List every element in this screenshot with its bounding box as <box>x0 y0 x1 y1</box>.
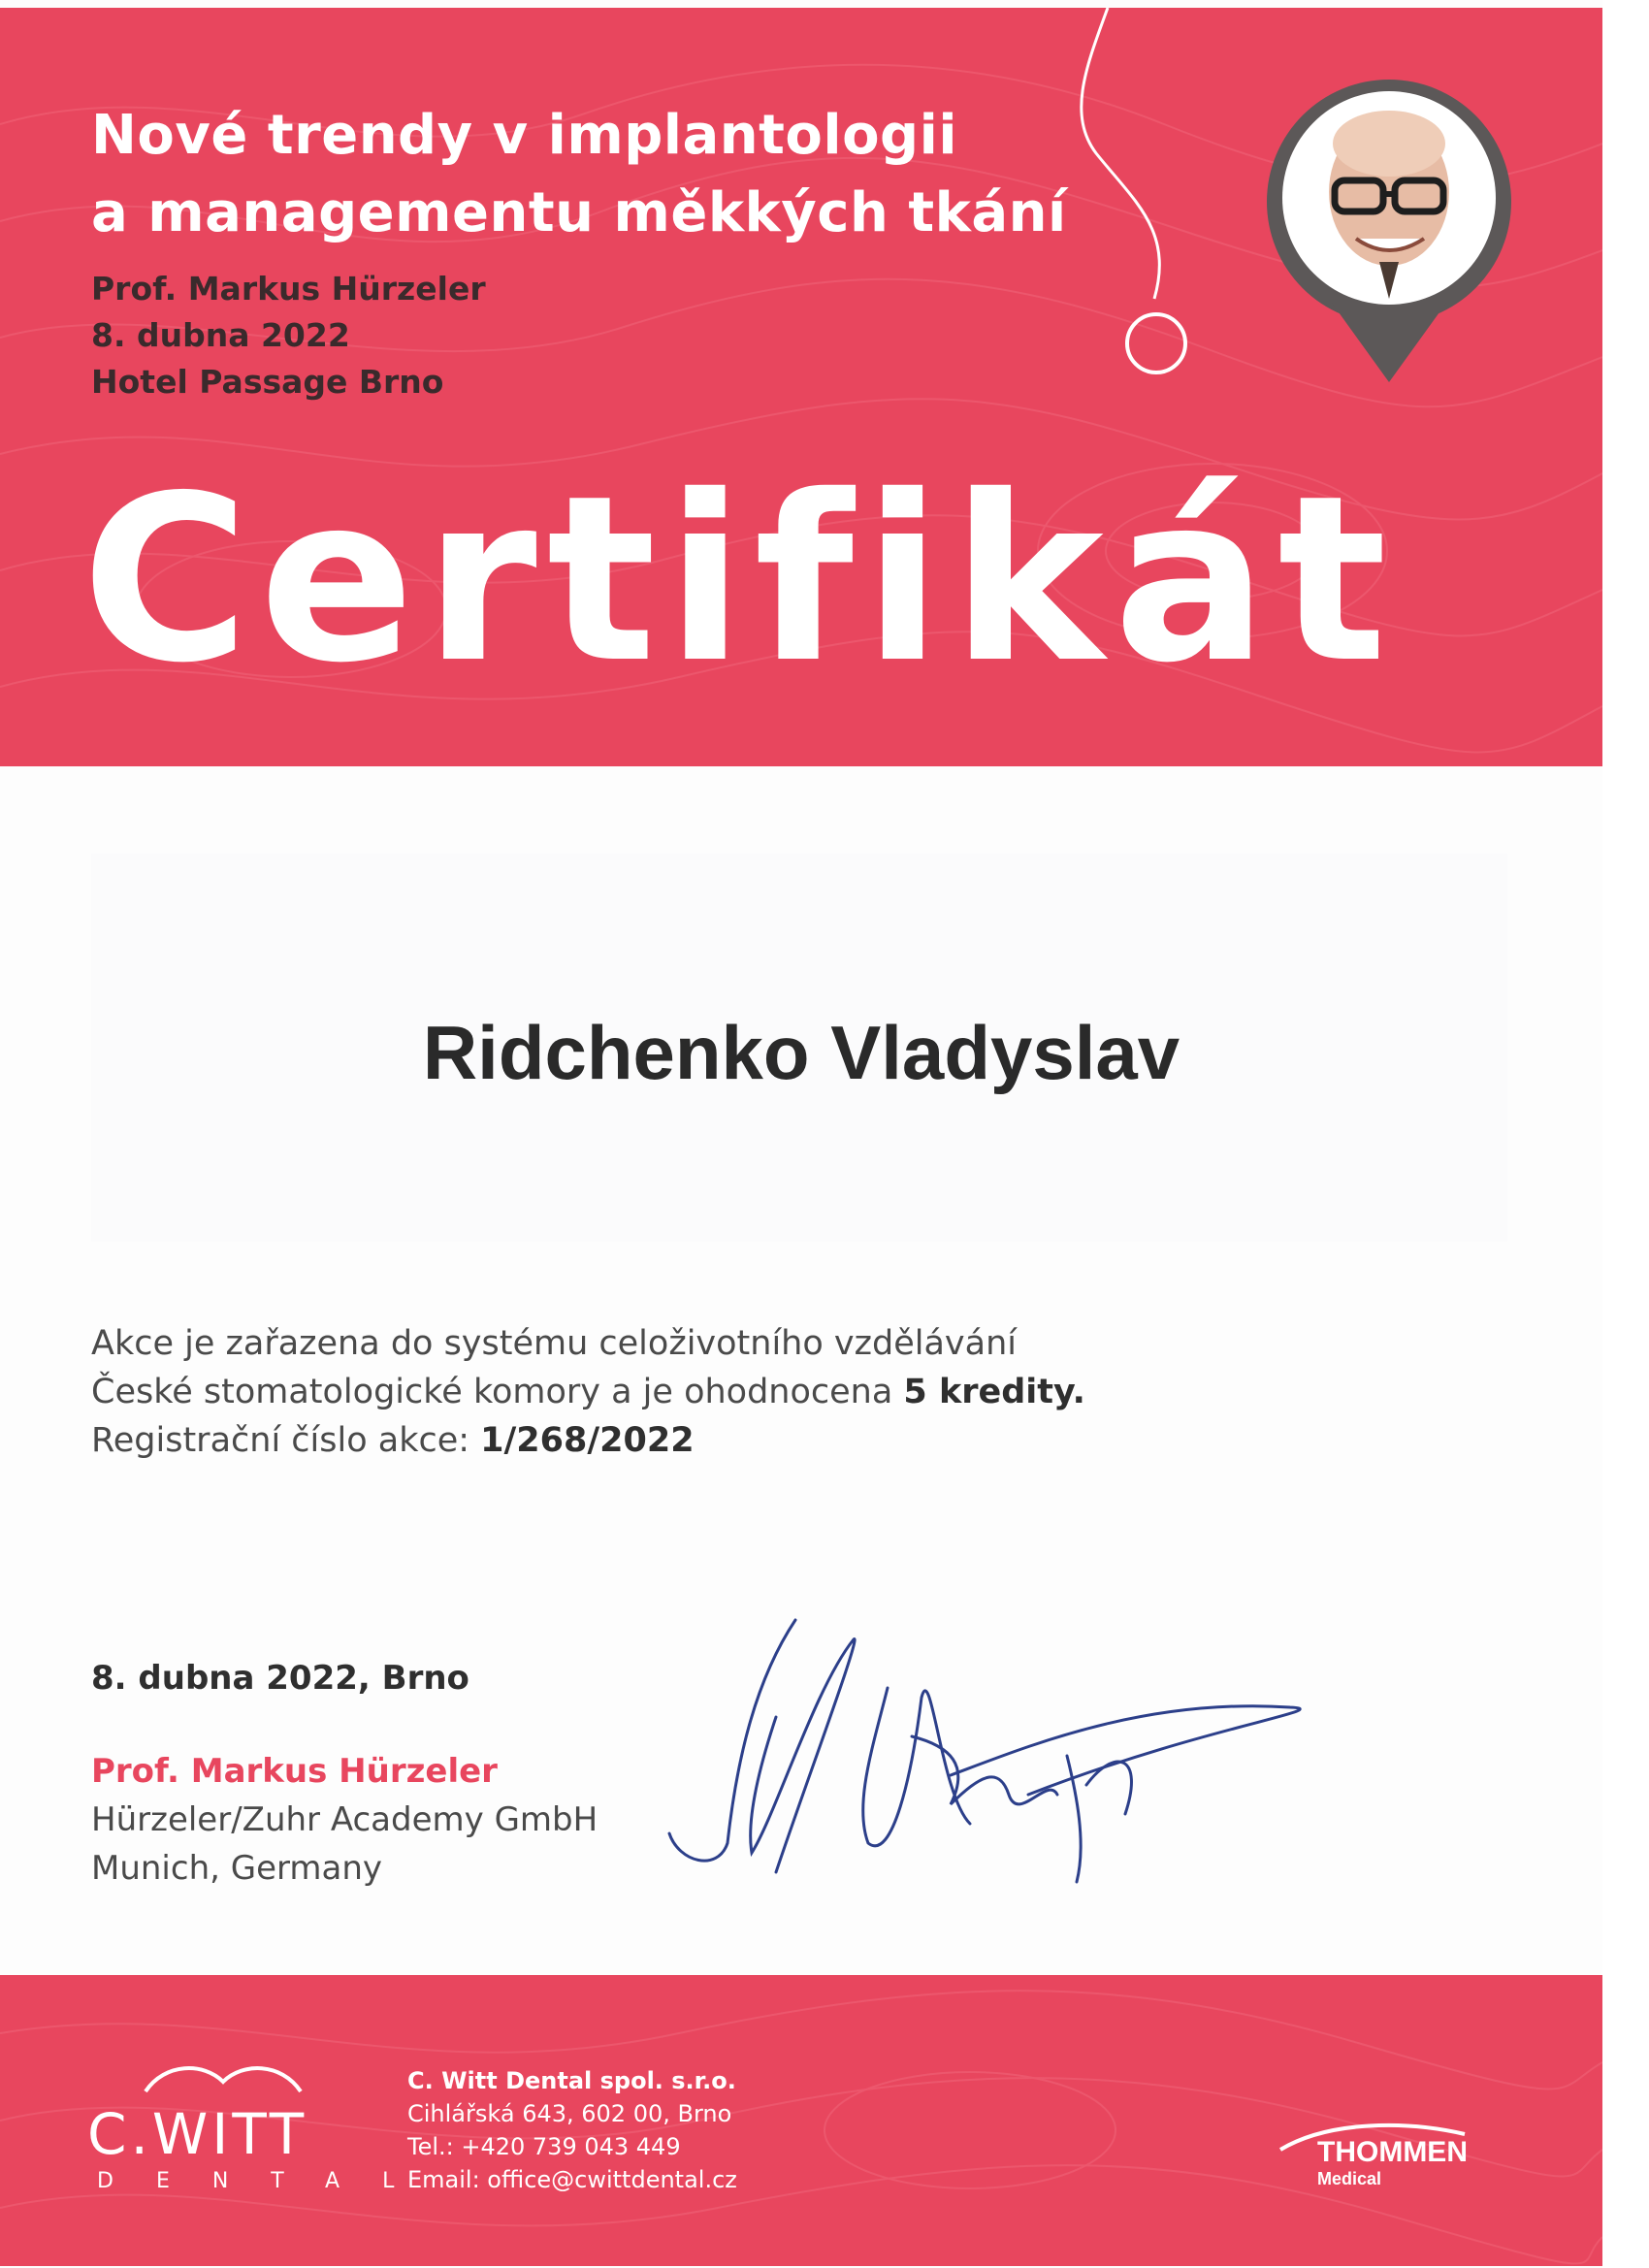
course-title <box>91 97 1067 252</box>
accreditation-line-2-text: České stomatologické komory a je ohodnocena <box>91 1373 904 1411</box>
company-name: C. Witt Dental spol. s.r.o. <box>407 2067 736 2094</box>
event-venue: Hotel Passage Brno <box>91 363 444 401</box>
registration-number: 1/268/2022 <box>480 1421 695 1460</box>
cwitt-logo-sub: DENTAL <box>97 2169 437 2193</box>
course-title-line-1: Nové trendy v implantologii <box>91 104 958 167</box>
event-meta <box>91 266 486 405</box>
course-title-line-2: a managementu měkkých tkání <box>91 181 1067 244</box>
company-email: Email: office@cwittdental.cz <box>407 2166 737 2193</box>
signer-name: Prof. Markus Hürzeler <box>91 1752 498 1791</box>
issue-date-place: 8. dubna 2022, Brno <box>91 1659 469 1698</box>
recipient-name: Ridchenko Vladyslav <box>422 1010 1180 1095</box>
thommen-logo-sub: Medical <box>1317 2169 1382 2188</box>
scan-margin <box>1602 0 1649 2268</box>
accreditation-line-1: Akce je zařazena do systému celoživotního vzdělávání <box>91 1324 1017 1363</box>
lecturer-pin-illustration <box>1048 8 1602 415</box>
event-date: 8. dubna 2022 <box>91 316 350 354</box>
accreditation-info <box>91 1319 1085 1465</box>
handwritten-signature <box>660 1601 1339 1892</box>
company-address: Cihlářská 643, 602 00, Brno <box>407 2100 732 2127</box>
thommen-logo-word: THOMMEN <box>1317 2136 1468 2168</box>
accreditation-line-2 <box>91 1368 1085 1416</box>
credits-value: 5 kredity. <box>903 1373 1085 1411</box>
registration-label: Registrační číslo akce: <box>91 1421 481 1460</box>
lecturer-name: Prof. Markus Hürzeler <box>91 270 486 308</box>
header-band <box>0 8 1602 766</box>
footer-band <box>0 1975 1602 2266</box>
signer-city: Munich, Germany <box>91 1849 383 1888</box>
accreditation-line-3 <box>91 1416 1085 1465</box>
cwitt-logo-word: C.WITT <box>87 2101 308 2167</box>
certificate-title: Certifikát <box>81 446 1397 713</box>
signer-organization: Hürzeler/Zuhr Academy GmbH <box>91 1800 598 1839</box>
company-phone: Tel.: +420 739 043 449 <box>407 2133 681 2160</box>
company-details <box>407 2064 737 2196</box>
